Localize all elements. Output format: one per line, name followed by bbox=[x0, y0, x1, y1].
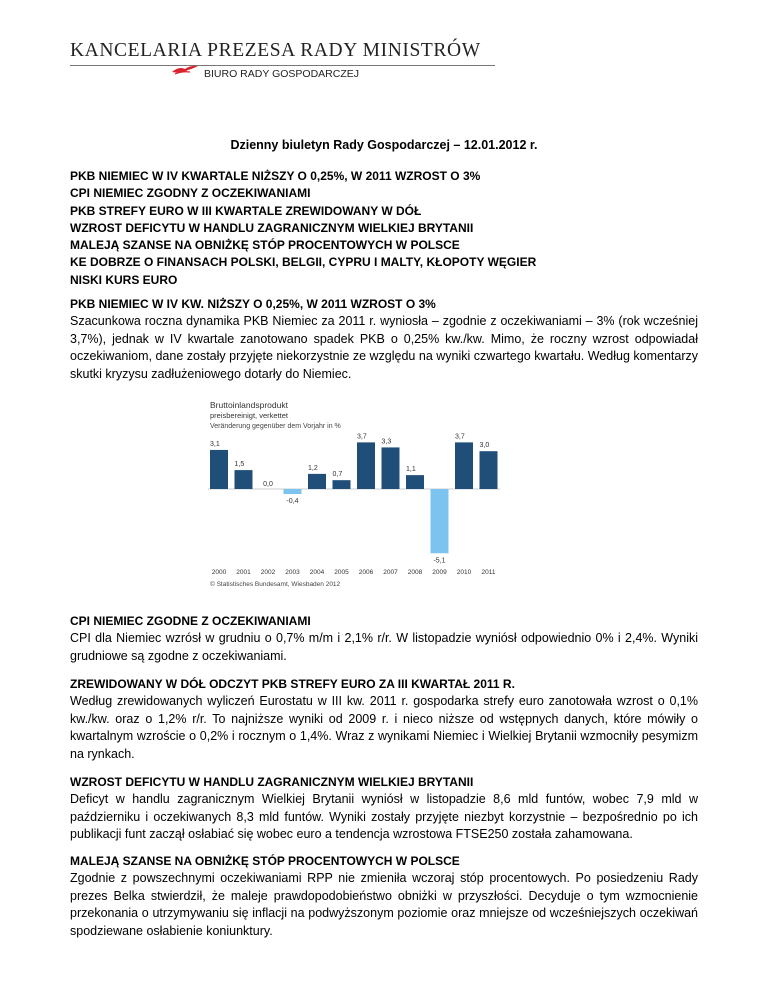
chart-bar bbox=[284, 489, 302, 494]
chart-category-label: 2008 bbox=[407, 569, 423, 576]
chart-category-label: 2000 bbox=[211, 569, 227, 576]
chart-bar bbox=[406, 475, 424, 489]
organization-name: KANCELARIA PREZESA RADY MINISTRÓW bbox=[70, 40, 481, 61]
section-body: Zgodnie z powszechnymi oczekiwaniami RPP nie zmieniła wczoraj stóp procentowych. Po posiedzeniu Rady prezes Belka stwierdził, że maleje prawdopodobieństwo obniżki w przyszłości. Decyduje o tym wzmocnienie przekonania o utrzymywaniu się inflacji na podwyższonym poziomie oraz mniejsze od wcześniejszych oczekiwań spodziewane osłabienie koniunktury. bbox=[70, 871, 698, 939]
section-uk-trade bbox=[70, 774, 698, 844]
section-body: Według zrewidowanych wyliczeń Eurostatu w III kw. 2011 r. gospodarka strefy euro zanotowała wzrost o 0,1% kw./kw. oraz o 1,2% r/r. To najniższe wyniki od 2009 r. i nieco niższe od wstępnych danych, które mówiły o kwartalnym wzroście o 0,2% i rocznym o 1,4%. Wraz z wynikami Niemiec i Wielkiej Brytanii wzmocniły pesymizm na rynkach. bbox=[70, 694, 698, 762]
chart-bar bbox=[210, 450, 228, 489]
chart-data-label: -0,4 bbox=[286, 498, 299, 506]
chart-data-label: 1,1 bbox=[406, 466, 416, 474]
chart-bar bbox=[455, 442, 473, 489]
bureau-name: BIURO RADY GOSPODARCZEJ bbox=[204, 68, 359, 80]
chart-subtitle: preisbereinigt, verkettet bbox=[210, 411, 288, 420]
headline-item: KE DOBRZE O FINANSACH POLSKI, BELGII, CYPRU I MALTY, KŁOPOTY WĘGIER bbox=[70, 255, 537, 270]
chart-data-label: 3,3 bbox=[381, 438, 392, 446]
chart-category-label: 2006 bbox=[358, 569, 374, 576]
chart-data-label: 3,1 bbox=[210, 440, 220, 448]
chart-title: Bruttoinlandsprodukt bbox=[210, 400, 288, 410]
chart-data-label: -5,1 bbox=[433, 557, 446, 565]
headline-item: PKB STREFY EURO W III KWARTALE ZREWIDOWANY W DÓŁ bbox=[70, 203, 422, 218]
chart-category-label: 2005 bbox=[334, 569, 349, 576]
chart-category-label: 2007 bbox=[383, 569, 398, 576]
chart-data-label: 1,2 bbox=[308, 464, 318, 472]
section-poland-rates bbox=[70, 853, 698, 941]
header-rule bbox=[70, 65, 495, 66]
headline-list bbox=[70, 168, 536, 289]
chart-data-label: 3,7 bbox=[357, 433, 367, 441]
section-body: Deficyt w handlu zagranicznym Wielkiej Brytanii wyniósł w listopadzie 8,6 mld funtów, wobec 7,9 mld w październiku i oczekiwanych 8,3 mld funtów. Wyniki zostały przyjęte niezbyt korzystnie – bezpośrednio po ich publikacji funt zaczął osłabiać się wobec euro a tendencja wzrostowa FTSE250 została zahamowana. bbox=[70, 792, 698, 842]
chart-bar bbox=[431, 489, 449, 553]
chart-category-label: 2003 bbox=[285, 569, 300, 576]
chart-note: Veränderung gegenüber dem Vorjahr in % bbox=[210, 423, 341, 430]
chart-data-label: 0,0 bbox=[263, 481, 273, 488]
eagle-logo-icon bbox=[170, 62, 200, 76]
document-title: Dzienny biuletyn Rady Gospodarczej – 12.01.2012 r. bbox=[230, 138, 538, 152]
chart-category-label: 2010 bbox=[456, 569, 472, 576]
headline-item: PKB NIEMIEC W IV KWARTALE NIŻSZY O 0,25%, W 2011 WZROST O 3% bbox=[70, 169, 481, 183]
headline-item: CPI NIEMIEC ZGODNY Z OCZEKIWANIAMI bbox=[70, 186, 311, 201]
section-heading: WZROST DEFICYTU W HANDLU ZAGRANICZNYM WIELKIEJ BRYTANII bbox=[70, 775, 474, 789]
section-body: Szacunkowa roczna dynamika PKB Niemiec za 2011 r. wyniosła – zgodnie z oczekiwaniami – 3% (rok wcześniej 3,7%), jednak w IV kwartale zanotowano spadek PKB o 0,25% kw./kw. Mimo, że roczny wzrost odpowiadał oczekiwaniom, dane zostały przyjęte niekorzystnie ze względu na wyniki czwartego kwartału. Według komentarzy skutki kryzysu zadłużeniowego dotarły do Niemiec. bbox=[70, 314, 698, 382]
chart-bar bbox=[333, 480, 351, 489]
section-body: CPI dla Niemiec wzrósł w grudniu o 0,7% m/m i 2,1% r/r. W listopadzie wyniósł odpowiednio 0% i 2,4%. Wyniki grudniowe są zgodne z oczekiwaniami. bbox=[70, 631, 698, 663]
chart-category-label: 2002 bbox=[260, 569, 276, 576]
headline-item: NISKI KURS EURO bbox=[70, 272, 178, 287]
section-heading: ZREWIDOWANY W DÓŁ ODCZYT PKB STREFY EURO ZA III KWARTAŁ 2011 R. bbox=[70, 677, 515, 691]
chart-category-label: 2011 bbox=[481, 569, 496, 576]
chart-category-label: 2009 bbox=[432, 569, 447, 576]
section-eurozone-gdp bbox=[70, 676, 698, 764]
section-germany-cpi bbox=[70, 613, 698, 665]
chart-data-label: 0,7 bbox=[332, 471, 343, 479]
chart-bar bbox=[308, 474, 326, 489]
chart-bar bbox=[357, 442, 375, 489]
chart-data-label: 3,0 bbox=[479, 442, 490, 450]
chart-category-label: 2004 bbox=[309, 569, 325, 576]
section-germany-gdp bbox=[70, 296, 698, 384]
gdp-bar-chart bbox=[200, 396, 520, 594]
chart-data-label: 1,5 bbox=[234, 461, 245, 469]
section-heading: PKB NIEMIEC W IV KW. NIŻSZY O 0,25%, W 2011 WZROST O 3% bbox=[70, 297, 436, 311]
chart-data-label: 3,7 bbox=[455, 433, 465, 441]
section-heading: MALEJĄ SZANSE NA OBNIŻKĘ STÓP PROCENTOWYCH W POLSCE bbox=[70, 854, 460, 868]
headline-item: MALEJĄ SZANSE NA OBNIŻKĘ STÓP PROCENTOWYCH W POLSCE bbox=[70, 238, 460, 253]
headline-item: WZROST DEFICYTU W HANDLU ZAGRANICZNYM WIELKIEJ BRYTANII bbox=[70, 220, 474, 235]
chart-source: © Statistisches Bundesamt, Wiesbaden 2012 bbox=[210, 581, 341, 588]
letterhead bbox=[70, 40, 500, 80]
chart-bar bbox=[235, 470, 253, 489]
chart-category-label: 2001 bbox=[236, 569, 251, 576]
chart-bar bbox=[480, 451, 498, 489]
chart-bars bbox=[208, 433, 500, 576]
chart-bar bbox=[382, 447, 400, 489]
section-heading: CPI NIEMIEC ZGODNE Z OCZEKIWANIAMI bbox=[70, 614, 311, 628]
